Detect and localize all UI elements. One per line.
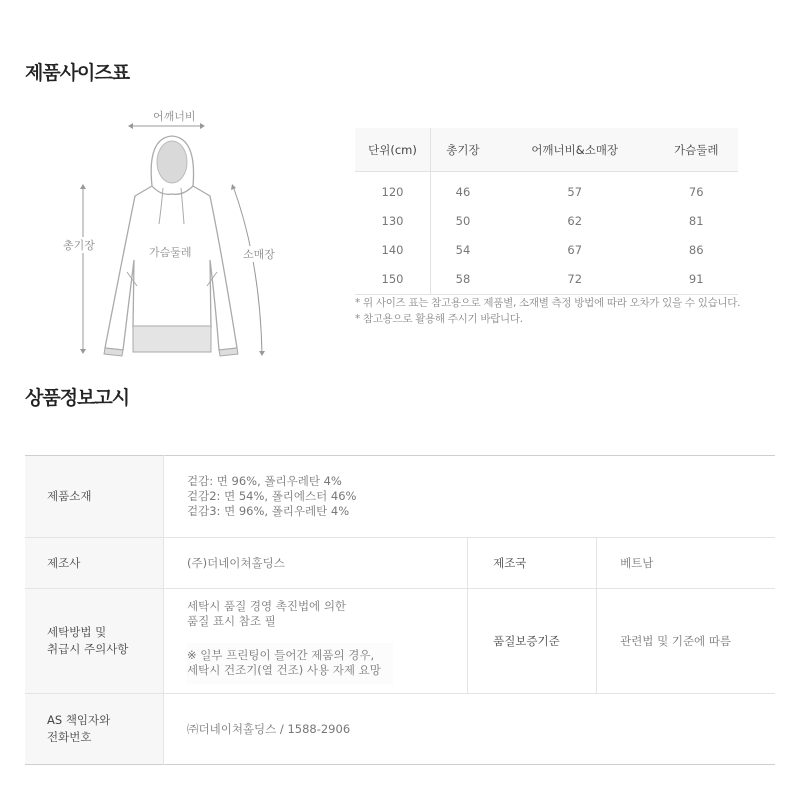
- table-row: [25, 538, 775, 589]
- care-warning: [187, 643, 393, 684]
- hoodie-illustration: [55, 100, 290, 365]
- table-row: [355, 235, 738, 264]
- care-label-line: 세탁방법 및: [47, 625, 107, 639]
- value-cell: 46: [455, 184, 471, 199]
- size-cell: 150: [355, 264, 431, 295]
- size-table: [355, 128, 738, 295]
- sleeve-label: 소매장: [243, 248, 275, 261]
- value-cell: 81: [688, 213, 704, 228]
- size-chart-title: 제품사이즈표: [25, 62, 130, 84]
- size-cell: 120: [355, 172, 431, 207]
- table-row: [355, 206, 738, 235]
- country-value: 베트남: [620, 555, 654, 570]
- care-line: 세탁시 품질 경영 촉진법에 의한: [187, 598, 347, 613]
- header-unit: 단위(cm): [355, 128, 431, 172]
- material-value: [164, 456, 776, 538]
- product-info-title: 상품정보고시: [25, 387, 130, 409]
- value-cell: 57: [567, 184, 583, 199]
- header-length: 총기장: [431, 128, 495, 172]
- value-cell: 91: [654, 264, 738, 295]
- size-table-header: [355, 128, 738, 172]
- hoodie-size-diagram: [55, 100, 290, 365]
- value-cell: 76: [688, 184, 704, 199]
- value-cell: 54: [455, 242, 471, 257]
- value-cell: 67: [567, 242, 583, 257]
- as-label-line: 전화번호: [47, 730, 92, 744]
- maker-value: (주)더네이쳐홀딩스: [164, 538, 468, 589]
- warranty-value: 관련법 및 기준에 따름: [620, 633, 732, 648]
- header-chest: 가슴둘레: [654, 128, 738, 172]
- length-label: 총기장: [63, 239, 95, 252]
- care-line: 품질 표시 참조 필: [187, 613, 276, 628]
- material-line: 겉감3: 면 96%, 폴리우레탄 4%: [187, 504, 350, 518]
- value-cell: 50: [455, 213, 471, 228]
- material-line: 겉감2: 면 54%, 폴리에스터 46%: [187, 489, 357, 503]
- size-cell: 140: [355, 235, 431, 264]
- care-warning-line: ※ 일부 프린팅이 들어간 제품의 경우,: [187, 647, 375, 662]
- value-cell: 62: [567, 213, 583, 228]
- size-cell: 130: [355, 206, 431, 235]
- table-row: [25, 456, 775, 538]
- table-row: [25, 694, 775, 765]
- shoulder-label: 어깨너비: [153, 110, 196, 123]
- maker-label: 제조사: [25, 538, 164, 589]
- country-label: 제조국: [468, 538, 597, 589]
- value-cell: 86: [688, 242, 704, 257]
- size-note: * 참고용으로 활용해 주시기 바랍니다.: [355, 313, 523, 325]
- care-label-line: 취급시 주의사항: [47, 642, 129, 656]
- table-row: [355, 264, 738, 295]
- care-label: [25, 589, 164, 694]
- size-note: * 위 사이즈 표는 참고용으로 제품별, 소재별 측정 방법에 따라 오차가 있을 수 있습니다.: [355, 297, 741, 309]
- as-label: [25, 694, 164, 765]
- chest-label: 가슴둘레: [149, 246, 192, 259]
- value-cell: 58: [431, 264, 495, 295]
- header-shoulder-sleeve: 어깨너비&소매장: [495, 128, 655, 172]
- as-label-line: AS 책임자와: [47, 713, 111, 727]
- care-warning-line: 세탁시 건조기(열 건조) 사용 자제 요망: [187, 662, 381, 677]
- care-value: [164, 589, 468, 694]
- table-row: [355, 172, 738, 207]
- as-value: ㈜더네이쳐홀딩스 / 1588-2906: [187, 721, 351, 736]
- value-cell: 72: [495, 264, 655, 295]
- material-label: 제품소재: [25, 456, 164, 538]
- material-line: 겉감: 면 96%, 폴리우레탄 4%: [187, 474, 342, 488]
- warranty-label: 품질보증기준: [468, 589, 597, 694]
- product-info-table: [25, 455, 775, 765]
- table-row: [25, 589, 775, 694]
